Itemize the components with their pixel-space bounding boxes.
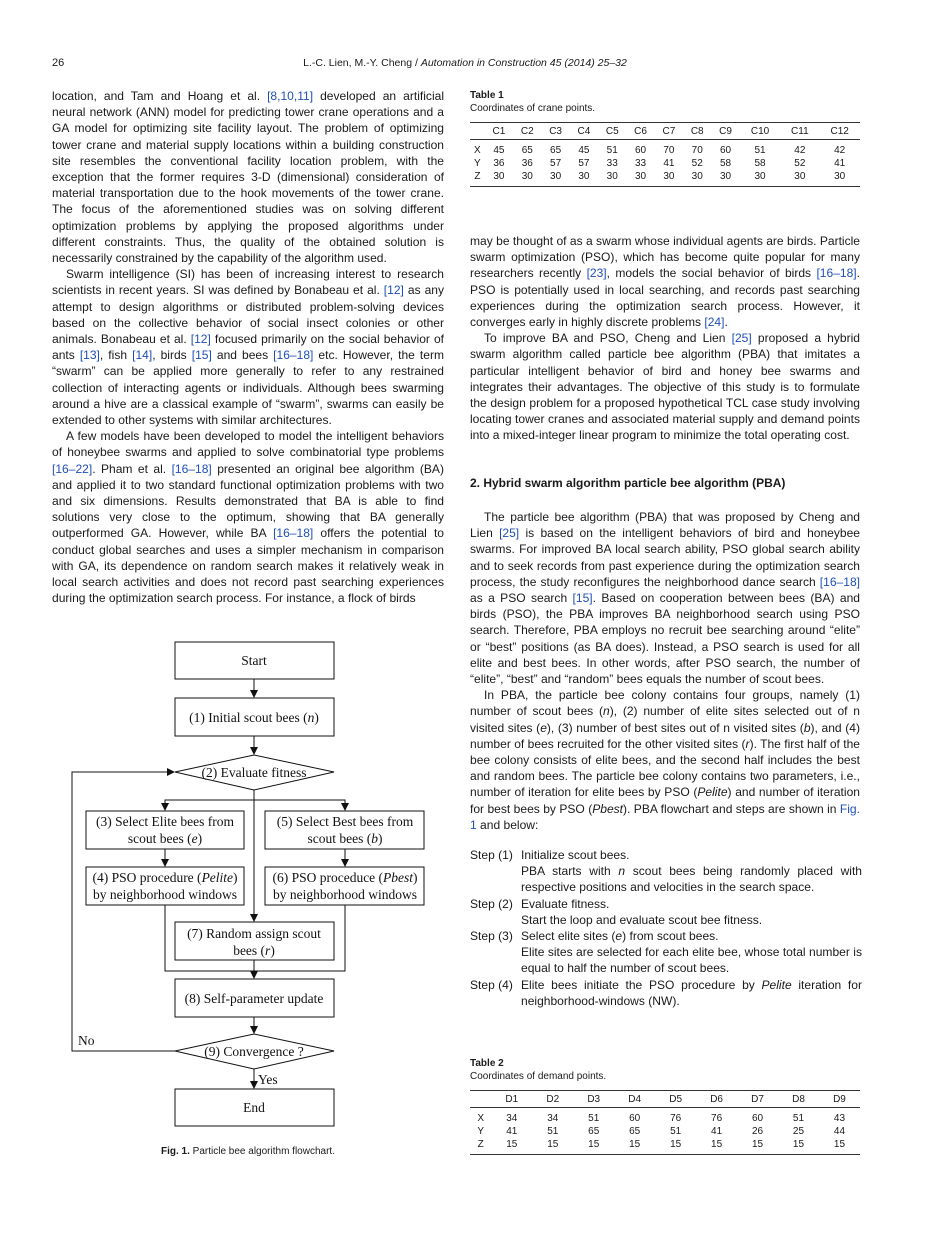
step-description bbox=[521, 863, 862, 895]
math-var: Pelite bbox=[697, 785, 728, 800]
text-span: . Based on cooperation between bees (BA) and birds (PSO), the PBA improves BA neighborhood search using PSO search. Therefore, PBA employs no recruit bee searching around “elite” or “best” positions (as BA does). Instead, a PSO search is used for all elite and best bees. In other words, after PSO search, the number of “elite”, “best” and “random” bees equals the number of scout bees. bbox=[470, 591, 860, 687]
figure-caption bbox=[52, 1146, 444, 1157]
table-cell: 15 bbox=[629, 1139, 641, 1150]
table-header-cell: D7 bbox=[737, 1091, 778, 1108]
citation-link[interactable]: [12] bbox=[383, 283, 404, 298]
table-cell: 34 bbox=[506, 1113, 518, 1124]
table-cell: 30 bbox=[691, 171, 703, 182]
table-header-cell bbox=[470, 123, 485, 140]
text-span: Select elite sites ( bbox=[521, 929, 616, 944]
citation-link[interactable]: [16–22] bbox=[52, 461, 93, 476]
table-cell: 45 bbox=[578, 145, 590, 156]
paragraph bbox=[470, 509, 860, 687]
paragraph bbox=[470, 687, 860, 833]
table-cell: 30 bbox=[493, 171, 505, 182]
text-span: . Pham et al. bbox=[92, 461, 172, 476]
table2-caption-text: Coordinates of demand points. bbox=[470, 1071, 607, 1082]
step-item bbox=[470, 977, 862, 1009]
table2 bbox=[470, 1090, 860, 1155]
select-best-label: (5) Select Best bees from bbox=[276, 814, 414, 829]
math-var: r bbox=[745, 736, 750, 751]
table-cell: 51 bbox=[547, 1126, 559, 1137]
table2-label: Table 2 bbox=[470, 1058, 504, 1069]
table-cell: 26 bbox=[751, 1126, 764, 1137]
text-span: . PSO is potentially used in local searching, and records past searching experiences during the optimization search process. However, it converges early in highly discrete problems bbox=[470, 266, 861, 330]
table-cell: 60 bbox=[635, 145, 647, 156]
citation-link[interactable]: [14] bbox=[132, 348, 153, 363]
no-label: No bbox=[78, 1033, 95, 1048]
table1-caption bbox=[470, 89, 595, 115]
initial-scout-label: (1) Initial scout bees (n) bbox=[189, 710, 319, 725]
figure-caption-text: Particle bee algorithm flowchart. bbox=[189, 1146, 335, 1157]
table-cell: X bbox=[477, 1113, 484, 1124]
figure-link[interactable]: Fig. 1 bbox=[470, 801, 860, 832]
text-span: ), and (4) number of bees recruited for the other visited sites ( bbox=[470, 720, 860, 751]
text-span: In PBA, the particle bee colony contains four groups, namely (1) number of scout bees ( bbox=[470, 688, 860, 719]
table-header-cell: D2 bbox=[532, 1091, 573, 1108]
text-span: , fish bbox=[99, 348, 133, 363]
text-span: PBA starts with bbox=[521, 864, 619, 879]
evaluate-fitness-label: (2) Evaluate fitness bbox=[201, 765, 307, 780]
text-span: may be thought of as a swarm whose individual agents are birds. Particle swarm optimization (PSO), which has become quite popular for many researchers recently bbox=[470, 234, 860, 281]
step-label: Step (2) bbox=[470, 896, 513, 911]
table-cell: 33 bbox=[635, 158, 647, 169]
table-cell: 25 bbox=[792, 1126, 805, 1137]
table-cell: 34 bbox=[547, 1113, 559, 1124]
text-span: To improve BA and PSO, Cheng and Lien bbox=[484, 331, 732, 346]
table-cell: 41 bbox=[711, 1126, 723, 1137]
table-row bbox=[470, 170, 860, 187]
text-span: is based on the intelligent behaviors of bird and honeybee swarms. For improved BA local search ability, PSO global search ability and to seek records from past experience during the optimization search process, the study reconfigures the neighborhood dance search bbox=[470, 526, 860, 589]
table-header-cell: D5 bbox=[655, 1091, 696, 1108]
step-description: Start the loop and evaluate scout bee fitness. bbox=[521, 912, 763, 927]
step-label: Step (1) bbox=[470, 848, 513, 862]
table-cell: 58 bbox=[719, 158, 732, 169]
text-span: ). The first half of the bee colony consists of elite bees, and the second half includes the best and random bees. The particle bee colony contains two parameters, i.e., number of iteration for elite bees by PSO ( bbox=[470, 736, 861, 800]
citation-link[interactable]: [16–18] bbox=[273, 348, 314, 363]
right-column bbox=[470, 233, 860, 444]
text-span: as any attempt to design algorithms or distributed problem-solving devices based on the collective behavior of social insect colonies or other animals. Bonabeau et al. bbox=[52, 283, 445, 347]
end-label: End bbox=[243, 1100, 265, 1115]
text-span: location, and Tam and Hoang et al. bbox=[52, 89, 268, 103]
table-cell: 51 bbox=[588, 1113, 600, 1124]
citation-link[interactable]: [25] bbox=[731, 331, 752, 346]
text-span: scout bees being randomly placed with respective positions and velocities in the search space. bbox=[521, 864, 862, 895]
text-span: developed an artificial neural network (ANN) model for predicting tower crane operations and a GA model for optimizing site facility layout. The problem of optimizing tower crane and material supply locations within a building construction site resembles the conventional facility location problem, with the exception that the former requires 3-D (dimensional) consideration of material transportation due to the hook movements of the tower crane. The focus of the aforementioned studies was on solving different optimization problems by applying the proposed algorithms under different constraints. Thus, the quality of the obtained solution is necessarily constrained by the capability of the algorithm used. bbox=[52, 89, 444, 266]
table-header-cell: C11 bbox=[780, 123, 819, 140]
algorithm-steps bbox=[470, 847, 862, 1009]
text-span: Elite bees initiate the PSO procedure by bbox=[521, 977, 762, 992]
text-span: as a PSO search bbox=[470, 591, 573, 606]
table-cell: 30 bbox=[794, 171, 806, 182]
table-cell: 30 bbox=[834, 171, 846, 182]
text-span: offers the potential to conduct global searches and uses a simpler mechanism in comparison with GA, its dependence on random search makes it relatively weak in local search activities and does not record past searching experiences during the optimization search process. For instance, a flock of birds bbox=[52, 526, 445, 606]
table1-label: Table 1 bbox=[470, 90, 504, 101]
table-header-cell: C6 bbox=[626, 123, 654, 140]
table-header-cell: D4 bbox=[614, 1091, 655, 1108]
table-cell: 65 bbox=[550, 145, 562, 156]
table-cell: 30 bbox=[754, 171, 766, 182]
step-item bbox=[470, 847, 862, 896]
text-span: ), (2) number of elite sites selected out of n visited sites ( bbox=[470, 704, 860, 735]
table-cell: 76 bbox=[670, 1113, 682, 1124]
table-cell: 30 bbox=[663, 171, 675, 182]
citation-link[interactable]: [16–18] bbox=[273, 526, 314, 541]
math-var: n bbox=[618, 864, 626, 879]
pso-elite-label-2: by neighborhood windows bbox=[93, 887, 237, 902]
start-label: Start bbox=[241, 653, 267, 668]
text-span: ). PBA flowchart and steps are shown in bbox=[623, 801, 840, 816]
step-item bbox=[470, 928, 862, 977]
table-cell: 43 bbox=[833, 1113, 846, 1124]
math-var: Pbest bbox=[592, 801, 624, 816]
math-var: e bbox=[615, 929, 623, 944]
math-var: b bbox=[803, 720, 811, 735]
table-cell: 44 bbox=[833, 1126, 846, 1137]
table-cell: 58 bbox=[754, 158, 766, 169]
table-cell: 15 bbox=[547, 1139, 559, 1150]
page-number: 26 bbox=[52, 57, 65, 69]
table-cell: 15 bbox=[751, 1139, 764, 1150]
table-cell: 52 bbox=[691, 158, 703, 169]
select-best-label-2: scout bees (b) bbox=[307, 831, 383, 846]
text-span: . bbox=[724, 315, 728, 330]
step-title bbox=[521, 977, 862, 1009]
table-header-cell: C8 bbox=[683, 123, 711, 140]
citation-link[interactable]: [24] bbox=[704, 315, 725, 330]
table-cell: 60 bbox=[719, 145, 732, 156]
table-header-cell: D6 bbox=[696, 1091, 737, 1108]
table-header-cell: C1 bbox=[485, 123, 513, 140]
table-cell: 60 bbox=[751, 1113, 764, 1124]
table-header-row bbox=[470, 1091, 860, 1108]
table-cell: 65 bbox=[629, 1126, 641, 1137]
table-cell: 30 bbox=[550, 171, 562, 182]
text-span: presented an original bee algorithm (BA) and applied it to two standard functional optimization problems with two and six dimensions. Results demonstrated that BA is able to find solutions very close to the optimum, showing that BA generally outperformed GA. However, while BA bbox=[52, 461, 444, 541]
convergence-label: (9) Convergence ? bbox=[204, 1044, 304, 1059]
table-cell: 33 bbox=[606, 158, 618, 169]
pso-best-label-2: by neighborhood windows bbox=[273, 887, 417, 902]
table-header-cell: C5 bbox=[598, 123, 626, 140]
table-cell: 41 bbox=[506, 1126, 518, 1137]
table-cell: 30 bbox=[719, 171, 732, 182]
table-cell: 51 bbox=[670, 1126, 682, 1137]
table-cell: 52 bbox=[794, 158, 806, 169]
math-var: e bbox=[540, 720, 547, 735]
section2-body bbox=[470, 509, 860, 833]
table-cell: 45 bbox=[493, 145, 505, 156]
text-span: The particle bee algorithm (PBA) that was proposed by Cheng and Lien bbox=[470, 510, 860, 541]
math-var: n bbox=[602, 704, 610, 719]
citation-link[interactable]: [8,10,11] bbox=[267, 89, 314, 103]
table-header-cell: D1 bbox=[491, 1091, 532, 1108]
table-header-cell: C3 bbox=[541, 123, 569, 140]
table-cell: 15 bbox=[792, 1139, 805, 1150]
table-header-cell bbox=[470, 1091, 491, 1108]
citation-link[interactable]: [12] bbox=[190, 332, 211, 347]
table-header-cell: C7 bbox=[655, 123, 683, 140]
table-cell: X bbox=[474, 145, 481, 156]
table-header-cell: D9 bbox=[819, 1091, 860, 1108]
table-cell: 42 bbox=[834, 145, 846, 156]
text-span: and bees bbox=[211, 348, 274, 363]
table-cell: 15 bbox=[833, 1139, 846, 1150]
table-cell: 30 bbox=[521, 171, 533, 182]
citation-link[interactable]: [15] bbox=[572, 591, 593, 606]
table-cell: 42 bbox=[794, 145, 806, 156]
table-cell: 51 bbox=[754, 145, 766, 156]
citation-link[interactable]: [13] bbox=[79, 348, 100, 363]
table-row bbox=[470, 1138, 860, 1155]
table-row bbox=[470, 157, 860, 170]
text-span: iteration for neighborhood-windows (NW). bbox=[521, 977, 862, 1008]
table1-caption-text: Coordinates of crane points. bbox=[470, 103, 596, 114]
table-header-row bbox=[470, 123, 860, 140]
table-header-cell: C2 bbox=[513, 123, 541, 140]
section-heading: 2. Hybrid swarm algorithm particle bee algorithm (PBA) bbox=[470, 476, 786, 490]
table-cell: 15 bbox=[506, 1139, 518, 1150]
paragraph bbox=[470, 330, 860, 443]
text-span: , models the social behavior of birds bbox=[606, 266, 817, 281]
table-cell: 51 bbox=[606, 145, 618, 156]
step-label: Step (3) bbox=[470, 929, 513, 944]
table-cell: 15 bbox=[711, 1139, 723, 1150]
table-header-cell: C10 bbox=[740, 123, 781, 140]
yes-label: Yes bbox=[258, 1072, 278, 1087]
table-cell: 70 bbox=[663, 145, 675, 156]
text-span: ), (3) number of best sites out of n visited sites ( bbox=[546, 720, 804, 735]
text-span: proposed a hybrid swarm algorithm called particle bee algorithm (PBA) that imitates a particular intelligent behavior of bird and honey bee swarms and integrates their advantages. The objective of this study is to formulate the design problem for a proposed hypothetical TCL case study involving locating tower cranes and associated material supply and demand points into a mixed-integer linear program to minimize the total operating cost. bbox=[470, 331, 860, 443]
step-label: Step (4) bbox=[470, 977, 513, 992]
table-cell: 65 bbox=[588, 1126, 600, 1137]
citation-link[interactable]: [25] bbox=[499, 526, 520, 541]
random-assign-label: (7) Random assign scout bbox=[187, 926, 321, 941]
table-cell: 15 bbox=[670, 1139, 682, 1150]
table-header-cell: D8 bbox=[778, 1091, 819, 1108]
table-cell: 41 bbox=[663, 158, 675, 169]
self-parameter-label: (8) Self-parameter update bbox=[184, 991, 324, 1006]
table-header-cell: C4 bbox=[570, 123, 598, 140]
table-cell: 57 bbox=[550, 158, 562, 169]
step-title: Evaluate fitness. bbox=[521, 896, 610, 911]
table-cell: 15 bbox=[588, 1139, 600, 1150]
random-assign-label-2: bees (r) bbox=[233, 943, 275, 958]
text-span: and below: bbox=[476, 817, 539, 832]
table-cell: 70 bbox=[691, 145, 703, 156]
running-head-authors: L.-C. Lien, M.-Y. Cheng / bbox=[303, 57, 421, 69]
table-cell: 30 bbox=[635, 171, 647, 182]
pso-best-label: (6) PSO proceduce (Pbest) bbox=[272, 870, 418, 885]
citation-link[interactable]: [16–18] bbox=[816, 266, 857, 281]
table-cell: 30 bbox=[606, 171, 618, 182]
table-cell: Z bbox=[477, 1139, 484, 1150]
table-cell: Y bbox=[477, 1126, 484, 1137]
table-row bbox=[470, 1108, 860, 1126]
citation-link[interactable]: [16–18] bbox=[819, 574, 860, 589]
table-cell: 65 bbox=[521, 145, 533, 156]
paragraph bbox=[470, 233, 860, 330]
text-span: ) from scout bees. bbox=[622, 929, 719, 944]
table-cell: Y bbox=[474, 158, 481, 169]
flowchart bbox=[0, 0, 470, 1170]
running-head-journal: Automation in Construction 45 (2014) 25–32 bbox=[420, 57, 627, 69]
figure-label: Fig. 1. bbox=[161, 1146, 190, 1157]
math-var: Pelite bbox=[761, 977, 792, 992]
table-cell: 57 bbox=[578, 158, 590, 169]
table2-caption bbox=[470, 1057, 606, 1083]
step-title bbox=[521, 928, 862, 944]
text-span: , birds bbox=[152, 348, 192, 363]
table-cell: 30 bbox=[578, 171, 590, 182]
step-title: Initialize scout bees. bbox=[521, 848, 630, 862]
table-cell: 41 bbox=[834, 158, 846, 169]
table-header-cell: D3 bbox=[573, 1091, 614, 1108]
table-header-cell: C12 bbox=[819, 123, 860, 140]
citation-link[interactable]: [23] bbox=[586, 266, 607, 281]
citation-link[interactable]: [16–18] bbox=[171, 461, 212, 476]
table-cell: 36 bbox=[521, 158, 533, 169]
text-span: A few models have been developed to model the intelligent behaviors of honeybee swarms and applied to solve combinatorial type problems bbox=[52, 429, 444, 460]
step-description: Elite sites are selected for each elite bee, whose total number is equal to half the number of scout bees. bbox=[521, 945, 862, 976]
text-span: etc. However, the term “swarm” can be applied more generally to refer to any restrained collection of interacting agents or individuals. Although bees swarming around a hive are a classical example of “swarm”, swarms can easily be extended to other systems with similar architectures. bbox=[52, 348, 444, 428]
table-cell: 51 bbox=[792, 1113, 805, 1124]
text-span: focused primarily on the social behavior of ants bbox=[52, 332, 444, 363]
table-row bbox=[470, 1125, 860, 1138]
table-cell: 60 bbox=[629, 1113, 641, 1124]
table-header-cell: C9 bbox=[711, 123, 739, 140]
table1 bbox=[470, 122, 860, 187]
text-span: ) and number of iteration for best bees by PSO ( bbox=[470, 785, 860, 816]
text-span: Swarm intelligence (SI) has been of increasing interest to research scientists in recent years. SI was defined by Bonabeau et al. bbox=[52, 267, 444, 298]
table-cell: 76 bbox=[711, 1113, 723, 1124]
pso-elite-label: (4) PSO procedure (Pelite) bbox=[92, 870, 238, 885]
table-cell: Z bbox=[474, 171, 481, 182]
select-elite-label-2: scout bees (e) bbox=[127, 831, 203, 846]
citation-link[interactable]: [15] bbox=[191, 348, 212, 363]
table-cell: 36 bbox=[493, 158, 505, 169]
select-elite-label: (3) Select Elite bees from bbox=[96, 814, 234, 829]
step-item bbox=[470, 896, 862, 928]
table-row bbox=[470, 140, 860, 158]
